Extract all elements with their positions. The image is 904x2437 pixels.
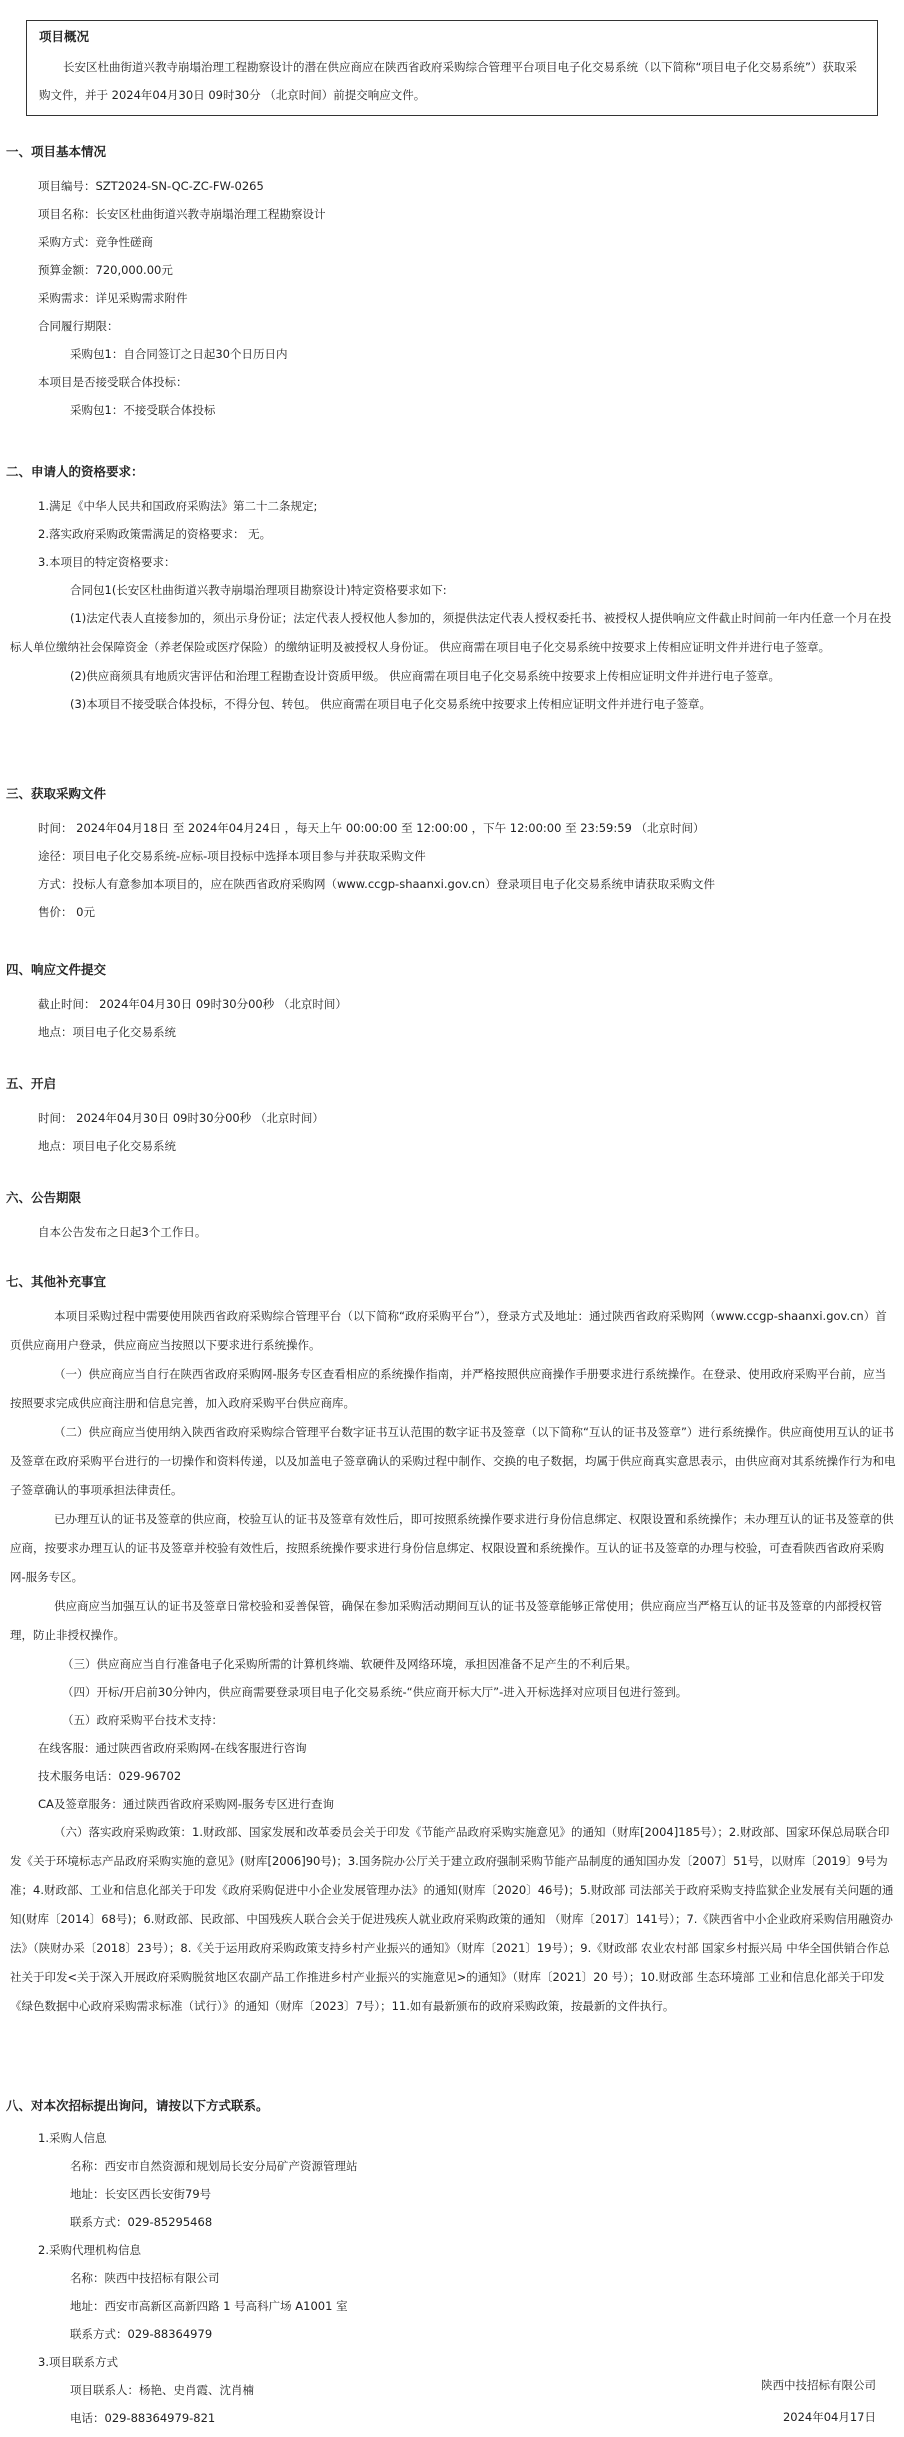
section-title: 三、获取采购文件 [6, 786, 107, 801]
matter-3: （三）供应商应当自行准备电子化采购所需的计算机终端、软硬件及网络环境，承担因准备不足产生的不利后果。 [62, 1657, 637, 1671]
requirement-2: 2.落实政府采购政策需满足的资格要求： 无。 [38, 527, 272, 541]
requirement-1: 1.满足《中华人民共和国政府采购法》第二十二条规定; [38, 499, 318, 513]
requirement-3: 3.本项目的特定资格要求： [38, 555, 176, 569]
platform-intro: 本项目采购过程中需要使用陕西省政府采购综合管理平台（以下简称“政府采购平台”），登录方式及地址：通过陕西省政府采购网（www.ccgp-shaanxi.gov.cn）首页供应商用户登录，供应商应当按照以下要求进行系统操作。 [10, 1309, 887, 1352]
section-title: 二、申请人的资格要求： [6, 464, 144, 479]
opening-time: 时间： 2024年04月30日 09时30分00秒 （北京时间） [38, 1111, 324, 1125]
procurement-demand: 采购需求：详见采购需求附件 [38, 291, 188, 305]
contract-period-label: 合同履行期限： [38, 319, 119, 333]
section-submission [6, 958, 896, 1046]
purchaser-name: 名称：西安市自然资源和规划局长安分局矿产资源管理站 [70, 2159, 358, 2173]
section-obtain-documents [6, 782, 896, 926]
contact-person: 项目联系人：杨艳、史肖霞、沈肖楠 [70, 2383, 254, 2397]
contract-period-package: 采购包1：自合同签订之日起30个日历日内 [70, 347, 288, 361]
section-title: 一、项目基本情况 [6, 144, 107, 159]
signature-org: 陕西中技招标有限公司 [761, 2378, 876, 2392]
section-qualification [6, 460, 896, 718]
purchaser-address: 地址：长安区西长安街79号 [70, 2187, 212, 2201]
agency-address: 地址：西安市高新区高新四路 1 号高科广场 A1001 室 [70, 2299, 348, 2313]
agency-phone: 联系方式：029-88364979 [70, 2327, 213, 2341]
purchaser-phone: 联系方式：029-85295468 [70, 2215, 213, 2229]
section-title: 八、对本次招标提出询问，请按以下方式联系。 [6, 2098, 269, 2113]
matter-2-detail: 已办理互认的证书及签章的供应商，校验互认的证书及签章有效性后，即可按照系统操作要求进行身份信息绑定、权限设置和系统操作；未办理互认的证书及签章的供应商，按要求办理互认的证书及签章并校验有效性后，按照系统操作要求进行身份信息绑定、权限设置和系统操作。互认的证书及签章的办理与校验，可查看陕西省政府采购网-服务专区。 [10, 1512, 894, 1584]
procurement-method: 采购方式：竞争性磋商 [38, 235, 153, 249]
matter-5: （五）政府采购平台技术支持： [62, 1713, 223, 1727]
matter-6-policies: （六）落实政府采购政策：1.财政部、国家发展和改革委员会关于印发《节能产品政府采购实施意见》的通知（财库[2004]185号）；2.财政部、国家环保总局联合印发《关于环境标志产品政府采购实施的意见》(财库[2006]90号)；3.国务院办公厅关于建立政府强制采购节能产品制度的通知国办发〔2007〕51号，以财库〔2019〕9号为准；4.财政部、工业和信息化部关于印发《政府采购促进中小企业发展管理办法》的通知(财库〔2020〕46号)；5.财政部 司法部关于政府采购支持监狱企业发展有关问题的通知(财库〔2014〕68号)；6.财政部、民政部、中国残疾人联合会关于促进残疾人就业政府采购政策的通知 （财库〔2017〕141号）；7.《陕西省中小企业政府采购信用融资办法》（陕财办采〔2018〕23号）；8.《关于运用政府采购政策支持乡村产业振兴的通知》（财库〔2021〕19号）；9.《财政部 农业农村部 国家乡村振兴局 中华全国供销合作总社关于印发<关于深入开展政府采购脱贫地区农副产品工作推进乡村产业振兴的实施意见>的通知》（财库〔2021〕20 号）；10.财政部 生态环境部 工业和信息化部关于印发《绿色数据中心政府采购需求标准（试行）》的通知（财库〔2023〕7号）；11.如有最新颁布的政府采购政策，按最新的文件执行。 [10, 1825, 894, 2013]
budget-amount: 预算金额：720,000.00元 [38, 263, 173, 277]
section-title: 四、响应文件提交 [6, 962, 107, 977]
document-price: 售价： 0元 [38, 905, 95, 919]
consortium-label: 本项目是否接受联合体投标： [38, 375, 188, 389]
contact-phone: 电话：029-88364979-821 [70, 2411, 216, 2425]
consortium-package: 采购包1：不接受联合体投标 [70, 403, 216, 417]
matter-2-note: 供应商应当加强互认的证书及签章日常校验和妥善保管，确保在参加采购活动期间互认的证书及签章能够正常使用；供应商应当严格互认的证书及签章的内部授权管理，防止非授权操作。 [10, 1599, 882, 1642]
requirement-item-2: (2)供应商须具有地质灾害评估和治理工程勘查设计资质甲级。 供应商需在项目电子化交易系统中按要求上传相应证明文件并进行电子签章。 [70, 669, 780, 683]
project-number: 项目编号：SZT2024-SN-QC-ZC-FW-0265 [38, 179, 264, 193]
signature-date: 2024年04月17日 [782, 2410, 876, 2424]
requirement-item-1: (1)法定代表人直接参加的，须出示身份证；法定代表人授权他人参加的，须提供法定代表人授权委托书、被授权人提供响应文件截止时间前一年内任意一个月在投标人单位缴纳社会保障资金（养老保险或医疗保险）的缴纳证明及被授权人身份证。 供应商需在项目电子化交易系统中按要求上传相应证明文件并进行电子签章。 [10, 611, 892, 654]
online-service: 在线客服：通过陕西省政府采购网-在线客服进行咨询 [38, 1741, 307, 1755]
obtain-time: 时间： 2024年04月18日 至 2024年04月24日 ，每天上午 00:00:00 至 12:00:00 ，下午 12:00:00 至 23:59:59 （北京时间） [38, 821, 705, 835]
contact-label: 3.项目联系方式 [38, 2355, 118, 2369]
requirement-item-3: (3)本项目不接受联合体投标，不得分包、转包。 供应商需在项目电子化交易系统中按要求上传相应证明文件并进行电子签章。 [70, 697, 711, 711]
project-overview-box [26, 20, 878, 116]
opening-place: 地点：项目电子化交易系统 [38, 1139, 176, 1153]
submission-place: 地点：项目电子化交易系统 [38, 1025, 176, 1039]
matter-4: （四）开标/开启前30分钟内，供应商需要登录项目电子化交易系统-“供应商开标大厅”-进入开标选择对应项目包进行签到。 [62, 1685, 688, 1699]
overview-text: 长安区杜曲街道兴教寺崩塌治理工程勘察设计的潜在供应商应在陕西省政府采购综合管理平台项目电子化交易系统（以下简称“项目电子化交易系统”）获取采购文件，并于 2024年04月30日 09时30分 （北京时间）前提交响应文件。 [39, 60, 857, 102]
tech-service-phone: 技术服务电话：029-96702 [38, 1769, 182, 1783]
agency-name: 名称：陕西中技招标有限公司 [70, 2271, 220, 2285]
section-opening [6, 1072, 896, 1160]
matter-1: （一）供应商应当自行在陕西省政府采购网-服务专区查看相应的系统操作指南，并严格按照供应商操作手册要求进行系统操作。在登录、使用政府采购平台前，应当按照要求完成供应商注册和信息完善，加入政府采购平台供应商库。 [10, 1367, 887, 1410]
section-title: 六、公告期限 [6, 1190, 82, 1205]
obtain-way: 途径：项目电子化交易系统-应标-项目投标中选择本项目参与并获取采购文件 [38, 849, 426, 863]
submission-deadline: 截止时间： 2024年04月30日 09时30分00秒 （北京时间） [38, 997, 347, 1011]
ca-service: CA及签章服务：通过陕西省政府采购网-服务专区进行查询 [38, 1797, 335, 1811]
section-other-matters [6, 1270, 896, 2021]
matter-2: （二）供应商应当使用纳入陕西省政府采购综合管理平台数字证书互认范围的数字证书及签章（以下简称“互认的证书及签章”）进行系统操作。供应商使用互认的证书及签章在政府采购平台进行的一切操作和资料传递，以及加盖电子签章确认的采购过程中制作、交换的电子数据，均属于供应商真实意思表示，由供应商对其系统操作行为和电子签章确认的事项承担法律责任。 [10, 1425, 896, 1497]
overview-title: 项目概况 [39, 29, 90, 44]
agency-label: 2.采购代理机构信息 [38, 2243, 141, 2257]
section-notice-period [6, 1186, 896, 1246]
project-name: 项目名称：长安区杜曲街道兴教寺崩塌治理工程勘察设计 [38, 207, 326, 221]
section-basic-info [6, 140, 896, 424]
package-requirements-title: 合同包1(长安区杜曲街道兴教寺崩塌治理项目勘察设计)特定资格要求如下: [70, 583, 447, 597]
purchaser-label: 1.采购人信息 [38, 2131, 107, 2145]
section-title: 五、开启 [6, 1076, 57, 1091]
section-title: 七、其他补充事宜 [6, 1274, 107, 1289]
notice-period-text: 自本公告发布之日起3个工作日。 [38, 1225, 207, 1239]
obtain-method: 方式：投标人有意参加本项目的，应在陕西省政府采购网（www.ccgp-shaanxi.gov.cn）登录项目电子化交易系统申请获取采购文件 [38, 877, 716, 891]
